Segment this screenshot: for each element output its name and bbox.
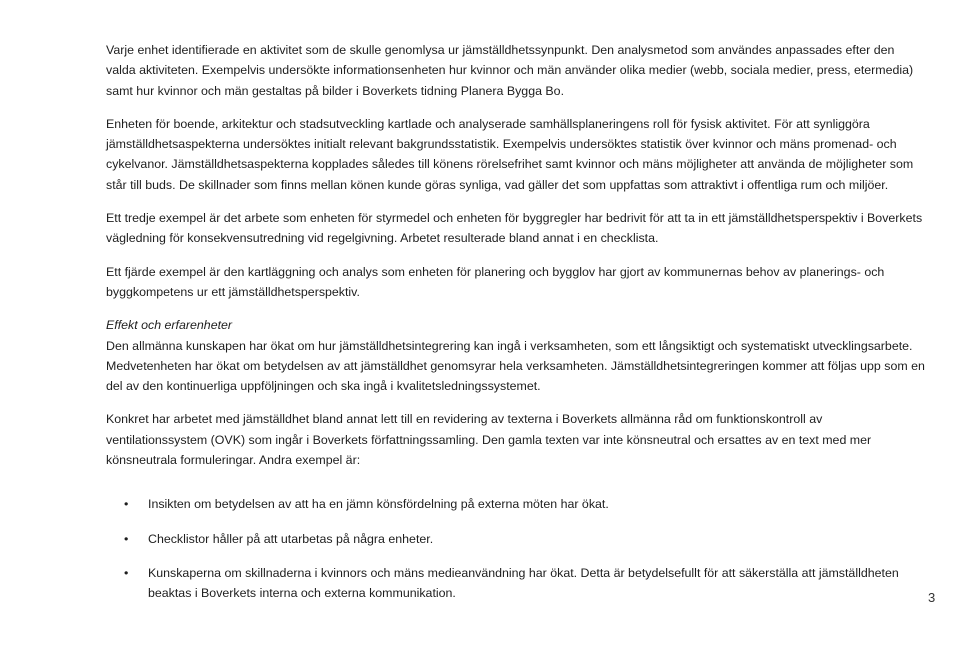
list-item (106, 494, 926, 514)
list-item-text: Checklistor håller på att utarbetas på några enheter. (148, 531, 434, 546)
bullet-icon: • (124, 531, 129, 546)
list-item (106, 563, 926, 604)
paragraph-physical-activity: Enheten för boende, arkitektur och stadsutveckling kartlade och analyserade samhällsplaneringens roll för fysisk aktivitet. För att synliggöra jämställdhetsaspekterna undersöktes initialt relevant bakgrundsstatistik. Exempelvis undersöktes statistik över kvinnor och mäns promenad- och cykelvanor. Jämställdhetsaspekterna kopplades således till könens rörelsefrihet samt kvinnor och mäns möjligheter att använda de möjligheter som står till buds. De skillnader som finns mellan könen kunde göras synliga, vad gäller det som uppfattas som attraktivt i offentliga rum och miljöer. (106, 116, 914, 192)
paragraph-concrete-results: Konkret har arbetet med jämställdhet bland annat lett till en revidering av texterna i Boverkets allmänna råd om funktionskontroll av ventilationssystem (OVK) som ingår i Boverkets författningssamling. Den gamla texten var inte könsneutral och ersattes av en text med mer könsneutrala formuleringar. Andra exempel är: (106, 412, 872, 468)
paragraph-third-example: Ett tredje exempel är det arbete som enheten för styrmedel och enheten för byggregler har bedrivit för att ta in ett jämställdhetsperspektiv i Boverkets vägledning för konsekvensutredning vid regelgivning. Arbetet resulterade bland annat i en checklista. (106, 211, 923, 246)
bullet-icon: • (124, 565, 129, 580)
list-item-text: Insikten om betydelsen av att ha en jämn könsfördelning på externa möten har ökat. (148, 497, 609, 512)
document-body (106, 40, 926, 604)
paragraph-general-knowledge: Den allmänna kunskapen har ökat om hur jämställdhetsintegrering kan ingå i verksamheten, som ett långsiktigt och systematiskt utvecklingsarbete. Medvetenheten har ökat om betydelsen av att jämställdhet genomsyrar hela verksamheten. Jämställdhetsintegreringen kommer att följas upp som en del av den kontinuerliga uppföljningen och ska ingå i kvalitetsledningssystemet. (106, 338, 925, 394)
bullet-icon: • (124, 497, 129, 512)
examples-list (106, 494, 926, 603)
page-number: 3 (928, 590, 936, 605)
list-item (106, 529, 926, 549)
list-item-text: Kunskaperna om skillnaderna i kvinnors och mäns medieanvändning har ökat. Detta är betydelsefullt för att säkerställa att jämställdheten beaktas i Boverkets interna och externa kommunikation. (148, 565, 899, 601)
paragraph-fourth-example: Ett fjärde exempel är den kartläggning och analys som enheten för planering och bygglov har gjort av kommunernas behov av planerings- och byggkompetens ur ett jämställdhetsperspektiv. (106, 264, 885, 299)
section-heading-effects: Effekt och erfarenheter (106, 318, 233, 333)
paragraph-analysis-method: Varje enhet identifierade en aktivitet som de skulle genomlysa ur jämställdhetssynpunkt. Den analysmetod som användes anpassades efter den valda aktiviteten. Exempelvis undersökte informationsenheten hur kvinnor och män använder olika medier (webb, sociala medier, press, etermedia) samt hur kvinnor och män gestaltas på bilder i Boverkets tidning Planera Bygga Bo. (106, 43, 914, 98)
